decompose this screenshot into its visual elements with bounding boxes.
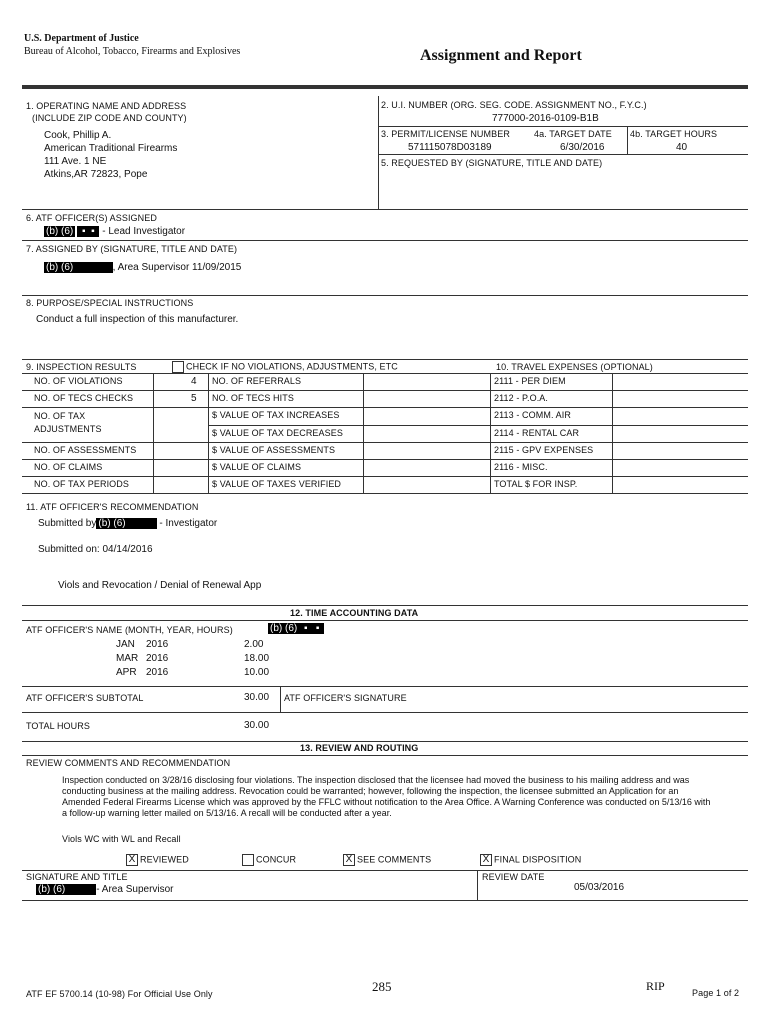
section7-label: 7. ASSIGNED BY (SIGNATURE, TITLE AND DATE) (26, 244, 238, 254)
table-cell: TOTAL $ FOR INSP. (494, 479, 578, 490)
assigned-by (44, 262, 241, 273)
month-name: MAR (116, 653, 139, 664)
month-hours: 10.00 (244, 667, 270, 678)
page-stamp: 285 (372, 979, 392, 994)
signature-divider (477, 870, 478, 900)
target-date: 6/30/2016 (560, 142, 605, 153)
reviewer-title: - Area Supervisor (96, 884, 174, 895)
rule-section8 (22, 295, 748, 296)
section8-label: 8. PURPOSE/SPECIAL INSTRUCTIONS (26, 298, 194, 308)
redaction-fill (67, 884, 96, 895)
total-hours-label: TOTAL HOURS (26, 721, 90, 731)
checkbox-box[interactable]: X (480, 854, 492, 866)
table-cell: 2115 - GPV EXPENSES (494, 444, 594, 455)
review-date-label: REVIEW DATE (482, 872, 545, 882)
review-check-concur[interactable] (242, 854, 296, 866)
rule-2 (378, 126, 748, 127)
reviewer-signature (36, 884, 174, 895)
review-check-reviewed[interactable] (126, 854, 189, 866)
table-cell: 2113 - COMM. AIR (494, 410, 571, 421)
redaction-b6: (b) (6) (38, 884, 66, 895)
target-divider (627, 126, 628, 154)
licensee-name: Cook, Phillip A. (44, 130, 112, 141)
table-cell: NO. OF VIOLATIONS (34, 376, 123, 386)
form-number: ATF EF 5700.14 (10-98) For Official Use Only (26, 989, 213, 999)
street-address: 111 Ave. 1 NE (44, 156, 107, 167)
section9-label: 9. INSPECTION RESULTS (26, 362, 137, 372)
table-cell: NO. OF TECS HITS (212, 393, 294, 404)
special-instructions: Conduct a full inspection of this manufacturer. (36, 314, 239, 325)
rule-12c (22, 712, 748, 713)
section5-label: 5. REQUESTED BY (SIGNATURE, TITLE AND DATE) (381, 158, 603, 168)
page-number: Page 1 of 2 (692, 988, 740, 998)
table-cell: 2116 - MISC. (494, 462, 548, 472)
target-date-label: 4a. TARGET DATE (534, 129, 612, 139)
table-cell: NO. OF REFERRALS (212, 376, 302, 386)
rule-13a (22, 755, 748, 756)
redaction-fill: ▪ ▪ (301, 623, 323, 634)
table-col-rule (363, 373, 364, 493)
section2-label: 2. U.I. NUMBER (ORG. SEG. CODE. ASSIGNMENT NO., F.Y.C.) (381, 100, 647, 110)
redaction-b6: (b) (6) (46, 226, 74, 237)
officer-name (268, 623, 324, 634)
checkbox-box[interactable]: X (126, 854, 138, 866)
table-cell: $ VALUE OF TAXES VERIFIED (212, 479, 342, 490)
submitted-by (38, 518, 217, 529)
assigned-by-text: , Area Supervisor 11/09/2015 (112, 262, 242, 273)
section1-divider (378, 96, 379, 209)
table-cell: $ VALUE OF TAX DECREASES (212, 427, 343, 438)
table-cell: NO. OF TAX PERIODS (34, 479, 129, 490)
redaction-b6: (b) (6) (270, 623, 298, 634)
checkbox-box[interactable] (242, 854, 254, 866)
target-hours: 40 (676, 142, 688, 153)
officer-recommendation: Viols and Revocation / Denial of Renewal App (58, 580, 262, 591)
checkbox-label: REVIEWED (140, 854, 189, 865)
table-cell: NO. OF ASSESSMENTS (34, 444, 137, 455)
target-hours-label: 4b. TARGET HOURS (630, 129, 718, 139)
redaction-b6: (b) (6) (98, 518, 126, 529)
table-col-rule (208, 373, 209, 493)
page-title: Assignment and Report (420, 47, 582, 64)
redaction-fill (128, 518, 157, 529)
rule-12a (22, 620, 748, 621)
table-col-rule (490, 373, 491, 493)
table-cell: 2114 - RENTAL CAR (494, 427, 580, 438)
license-number: 571115078D03189 (408, 142, 492, 153)
table-cell: $ VALUE OF CLAIMS (212, 462, 302, 472)
section1-sublabel: (INCLUDE ZIP CODE AND COUNTY) (32, 113, 187, 123)
redaction-b6: (b) (6) (46, 262, 74, 273)
table-row-rule (208, 425, 748, 426)
rule-section12 (22, 605, 748, 606)
section1-label: 1. OPERATING NAME AND ADDRESS (26, 101, 187, 111)
month-year: 2016 (146, 653, 169, 664)
table-cell: $ VALUE OF TAX INCREASES (212, 410, 340, 421)
section12-title: 12. TIME ACCOUNTING DATA (290, 608, 419, 618)
table-cell: 2112 - P.O.A. (494, 393, 548, 404)
officer-role: - Lead Investigator (102, 226, 186, 237)
table-cell: NO. OF CLAIMS (34, 462, 103, 472)
subtotal-label: ATF OFFICER'S SUBTOTAL (26, 693, 144, 703)
subtotal-divider (280, 686, 281, 712)
table-cell: NO. OF TECS CHECKS (34, 393, 134, 404)
table-rule (22, 373, 748, 374)
rule-section6 (22, 209, 748, 210)
rule-section9 (22, 359, 748, 360)
table-col-rule (153, 373, 154, 493)
checkbox-label: CONCUR (256, 854, 297, 865)
table-row-rule (22, 493, 748, 494)
month-hours: 18.00 (244, 653, 270, 664)
bureau-name: Bureau of Alcohol, Tobacco, Firearms and Explosives (24, 46, 241, 57)
submitted-by-label: Submitted by (38, 518, 97, 529)
table-cell-value: 4 (191, 376, 197, 387)
table-row-rule (22, 390, 748, 391)
redaction-fill: ▪ ▪ (79, 226, 98, 237)
rule-3 (378, 154, 748, 155)
rule-section7 (22, 240, 748, 241)
submitted-on: Submitted on: 04/14/2016 (38, 544, 153, 555)
signature-title-label: SIGNATURE AND TITLE (26, 872, 128, 882)
redaction-fill (75, 262, 112, 273)
city-state-zip: Atkins,AR 72823, Pope (44, 169, 148, 180)
table-row-rule (22, 442, 748, 443)
month-name: APR (116, 667, 137, 678)
section10-label: 10. TRAVEL EXPENSES (OPTIONAL) (496, 362, 653, 372)
rule-section13 (22, 741, 748, 742)
review-date: 05/03/2016 (574, 882, 625, 893)
table-col-rule (612, 373, 613, 493)
review-check-see-comments[interactable] (343, 854, 431, 866)
agency-name: U.S. Department of Justice (24, 33, 139, 44)
checkbox-label: SEE COMMENTS (357, 854, 432, 865)
section11-label: 11. ATF OFFICER'S RECOMMENDATION (26, 502, 199, 512)
review-comments-label: REVIEW COMMENTS AND RECOMMENDATION (26, 758, 231, 768)
review-comment: Inspection conducted on 3/28/16 disclosing four violations. The inspection disclosed that the licensee had moved the business to his mailing address and was conducting business at the mailing address. Revocation could be warranted; however, following the inspection, the licensee submitted an Application for an Amended Federal Firearms License which was approved by the FFLC without notification to the Area Office. A Warning Conference was conducted on 5/13/16 with a follow-up warning letter mailed on 5/13/16. A recall will be conducted after a year. (62, 775, 711, 818)
table-cell-value: 5 (191, 393, 197, 405)
ui-number: 777000-2016-0109-B1B (492, 113, 599, 124)
submitted-by-role: - Investigator (159, 518, 218, 529)
section3-label: 3. PERMIT/LICENSE NUMBER (381, 129, 510, 139)
no-violations-checkbox[interactable] (172, 361, 398, 373)
no-violations-label: CHECK IF NO VIOLATIONS, ADJUSTMENTS, ETC (186, 361, 398, 372)
rule-13c (22, 900, 748, 901)
table-cell: $ VALUE OF ASSESSMENTS (212, 444, 336, 455)
section6-label: 6. ATF OFFICER(S) ASSIGNED (26, 213, 157, 223)
month-hours: 2.00 (244, 639, 264, 650)
review-check-final-disposition[interactable] (480, 854, 581, 866)
section13-title: 13. REVIEW AND ROUTING (300, 743, 419, 753)
rule-13b (22, 870, 748, 871)
subtotal-value: 30.00 (244, 692, 270, 703)
total-hours-value: 30.00 (244, 720, 270, 731)
review-note: Viols WC with WL and Recall (62, 834, 181, 844)
table-row-rule (22, 476, 748, 477)
checkbox-label: FINAL DISPOSITION (494, 854, 582, 865)
table-cell: NO. OF TAX ADJUSTMENTS (34, 411, 102, 435)
rip-stamp: RIP (646, 979, 665, 993)
checkbox-box[interactable]: X (343, 854, 355, 866)
officer-name-label: ATF OFFICER'S NAME (MONTH, YEAR, HOURS) (26, 625, 233, 635)
table-cell: 2111 - PER DIEM (494, 376, 566, 386)
checkbox-box[interactable] (172, 361, 184, 373)
business-name: American Traditional Firearms (44, 143, 178, 154)
month-year: 2016 (146, 639, 169, 650)
table-row-rule (22, 407, 748, 408)
header-rule (22, 85, 748, 89)
month-name: JAN (116, 639, 135, 650)
officer-assigned (44, 226, 185, 237)
rule-12b (22, 686, 748, 687)
officer-signature-label: ATF OFFICER'S SIGNATURE (284, 693, 407, 703)
month-year: 2016 (146, 667, 169, 678)
table-row-rule (22, 459, 748, 460)
